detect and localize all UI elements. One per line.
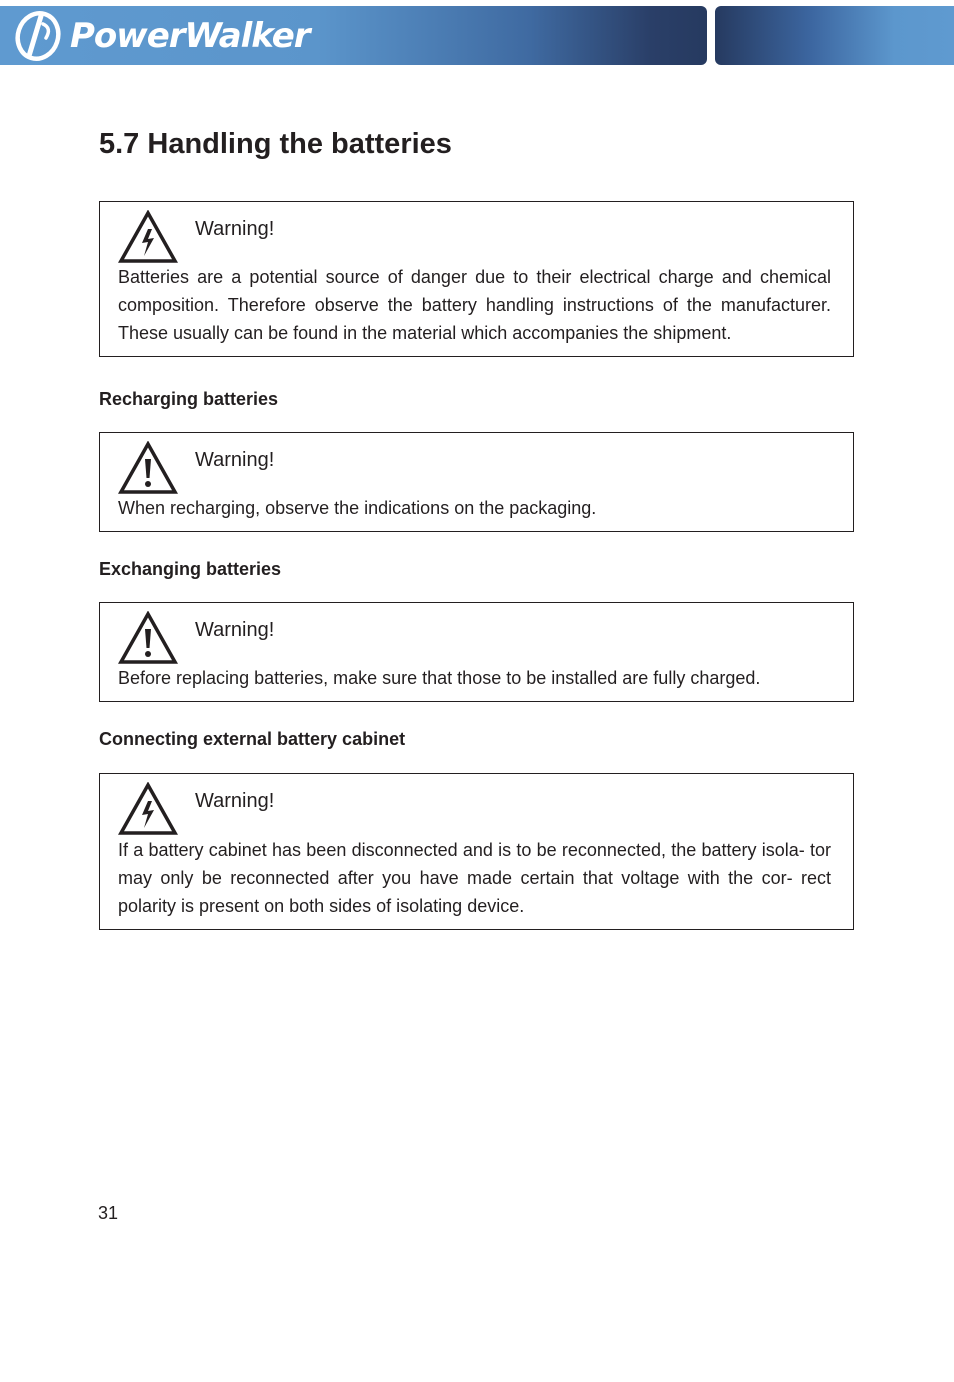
warning-text: Before replacing batteries, make sure that those to be installed are fully charged.: [118, 668, 761, 688]
powerwalker-logo-icon: [14, 8, 70, 64]
electric-hazard-icon: [118, 210, 178, 264]
section-heading-exchanging: Exchanging batteries: [99, 559, 282, 579]
warning-text: When recharging, observe the indications on the packaging.: [118, 498, 597, 518]
brand-name: PowerWalker: [70, 15, 310, 56]
warning-box-recharging: [99, 432, 854, 532]
warning-title: Warning!: [195, 449, 275, 471]
warning-text: If a battery cabinet has been disconnected and is to be reconnected, the battery isola- tor may only be reconnected after you have made certain that voltage with the cor- rect polarity is present on both sides of isolating device.: [118, 840, 831, 916]
electric-hazard-icon: [118, 782, 178, 836]
section-heading-connecting: Connecting external battery cabinet: [99, 729, 406, 749]
warning-box-connecting: [99, 773, 854, 930]
warning-text: Batteries are a potential source of danger due to their electrical charge and chemical composition. Therefore observe the battery handling instructions of the manufacturer. These usually can be found in the material which accompanies the shipment.: [118, 267, 831, 343]
warning-title: Warning!: [195, 218, 275, 240]
exclamation-warning-icon: [118, 611, 178, 665]
warning-box-exchanging: [99, 602, 854, 702]
warning-title: Warning!: [195, 619, 275, 641]
warning-box-battery-danger: [99, 201, 854, 357]
brand-logo: [14, 6, 310, 65]
page-number: 31: [98, 1203, 119, 1223]
section-heading-recharging: Recharging batteries: [99, 389, 279, 409]
page-title: 5.7 Handling the batteries: [99, 128, 452, 160]
exclamation-warning-icon: [118, 441, 178, 495]
header-banner-right: [715, 6, 954, 65]
warning-title: Warning!: [195, 790, 275, 812]
